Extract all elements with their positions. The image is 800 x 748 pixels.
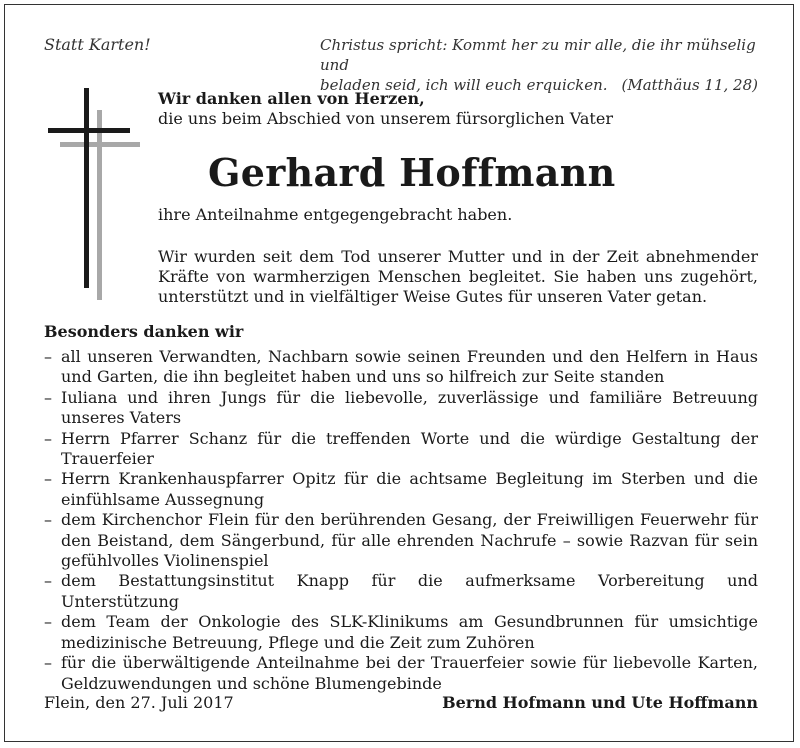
anteilnahme-line: ihre Anteilnahme entgegengebracht haben. bbox=[158, 205, 513, 224]
thanks-subline: die uns beim Abschied von unserem fürsorglichen Vater bbox=[158, 109, 613, 128]
dash-marker: – bbox=[44, 469, 52, 489]
list-item-text: für die überwältigende Anteilnahme bei der Trauerfeier sowie für liebevolle Karten, Geldzuwendungen und schöne Blumengebinde bbox=[61, 653, 758, 693]
list-item bbox=[44, 510, 758, 571]
list-item bbox=[44, 612, 758, 653]
bible-quote bbox=[320, 35, 758, 95]
deceased-name: Gerhard Hoffmann bbox=[208, 150, 616, 195]
list-item-text: Herrn Pfarrer Schanz für die treffenden Worte und die würdige Gestaltung der Trauerfeier bbox=[61, 428, 758, 469]
dash-marker: – bbox=[44, 571, 52, 591]
dash-marker: – bbox=[44, 387, 52, 407]
body-paragraph: Wir wurden seit dem Tod unserer Mutter und in der Zeit abnehmender Kräfte von warmherzigen Menschen begleitet. Sie haben uns zugehört, unterstützt und in vielfältiger Weise Gutes für unseren Vater getan. bbox=[158, 247, 758, 306]
quote-line-1: Christus spricht: Kommt her zu mir alle, die ihr mühselig und bbox=[320, 36, 756, 74]
list-item bbox=[44, 571, 758, 612]
cross-icon bbox=[48, 88, 142, 300]
list-item-text: Iuliana und ihren Jungs für die liebevolle, zuverlässige und familiäre Betreuung unseres Vaters bbox=[61, 387, 758, 428]
signatures: Bernd Hofmann und Ute Hoffmann bbox=[442, 693, 758, 712]
list-item-text: dem Kirchenchor Flein für den berührenden Gesang, der Freiwilligen Feuerwehr für den Beistand, dem Sängerbund, für alle ehrenden Nachrufe – sowie Razvan für sein gefühlvolles Violinenspiel bbox=[61, 510, 758, 571]
dash-marker: – bbox=[44, 428, 52, 448]
place-date: Flein, den 27. Juli 2017 bbox=[44, 693, 234, 712]
list-item bbox=[44, 653, 758, 694]
list-item bbox=[44, 429, 758, 470]
list-item-text: dem Bestattungsinstitut Knapp für die aufmerksame Vorbereitung und Unterstützung bbox=[61, 571, 758, 611]
quote-line-2-text: beladen seid, ich will euch erquicken. bbox=[320, 76, 608, 94]
section-title: Besonders danken wir bbox=[44, 322, 244, 341]
list-item-text: dem Team der Onkologie des SLK-Klinikums am Gesundbrunnen für umsichtige medizinische Betreuung, Pflege und die Zeit zum Zuhören bbox=[61, 612, 758, 652]
thanks-heading: Wir danken allen von Herzen, bbox=[158, 89, 425, 108]
header-statt-karten: Statt Karten! bbox=[44, 35, 151, 54]
dash-marker: – bbox=[44, 612, 52, 632]
list-item-text: Herrn Krankenhauspfarrer Opitz für die achtsame Begleitung im Sterben und die einfühlsame Aussegnung bbox=[61, 469, 758, 509]
list-item bbox=[44, 388, 758, 429]
thanks-intro bbox=[158, 89, 613, 129]
list-item-text: all unseren Verwandten, Nachbarn sowie seinen Freunden und den Helfern in Haus und Garten, die ihn begleitet haben und uns so hilfreich zur Seite standen bbox=[61, 347, 758, 387]
list-item bbox=[44, 347, 758, 388]
quote-reference: (Matthäus 11, 28) bbox=[621, 76, 758, 94]
list-item bbox=[44, 469, 758, 510]
thanks-list bbox=[44, 347, 758, 694]
dash-marker: – bbox=[44, 653, 52, 673]
dash-marker: – bbox=[44, 510, 52, 530]
dash-marker: – bbox=[44, 347, 52, 366]
